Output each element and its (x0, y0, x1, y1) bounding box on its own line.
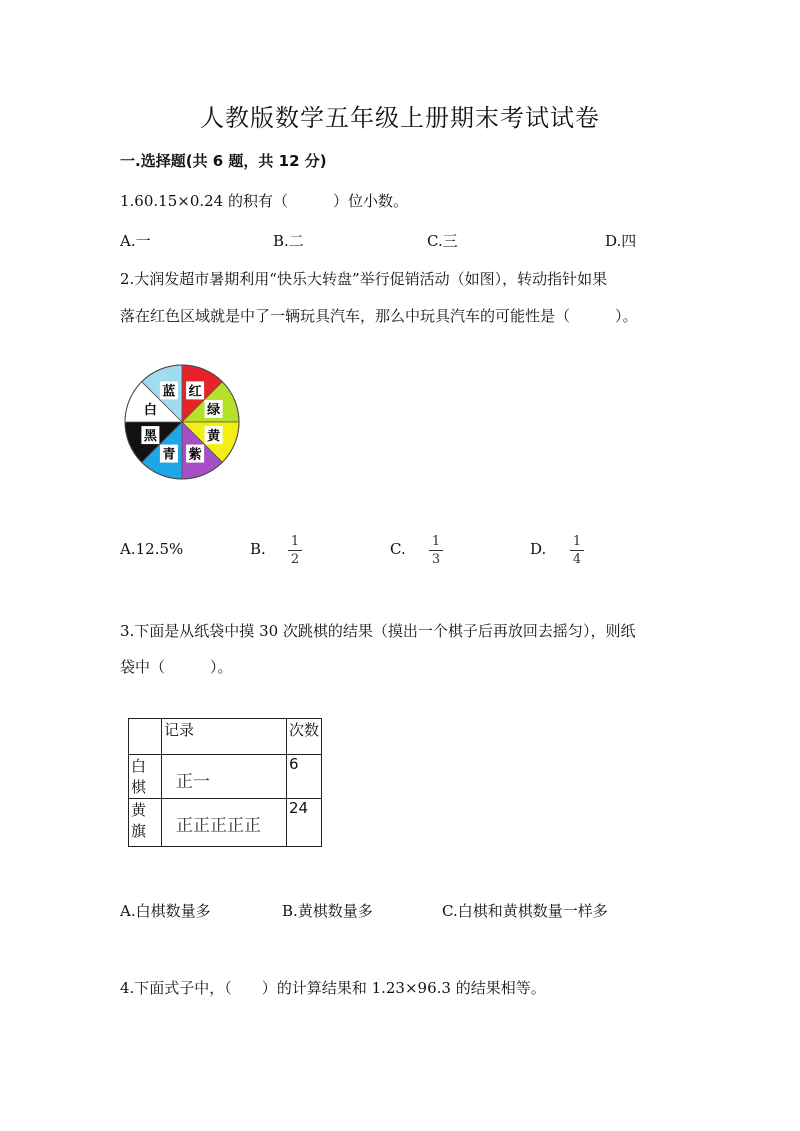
fraction-denominator: 4 (572, 552, 582, 567)
row-tally-cell (162, 799, 287, 847)
wheel-label: 蓝 (162, 384, 176, 400)
fraction-numerator: 1 (290, 534, 300, 549)
fraction-denominator: 3 (431, 552, 441, 567)
row-tally: 正正正正正 (176, 816, 261, 836)
q2-fraction-c (429, 534, 443, 567)
section-heading: 一.选择题(共 6 题，共 12 分) (120, 152, 327, 170)
fraction-numerator: 1 (431, 534, 441, 549)
question-2-line-1: 2.大润发超市暑期利用“快乐大转盘”举行促销活动（如图），转动指针如果 (120, 270, 608, 288)
q2-option-d: D. (530, 540, 547, 558)
q2-option-b: B. (250, 540, 266, 558)
q2-option-a: A.12.5% (120, 540, 184, 558)
question-4: 4.下面式子中，（ ）的计算结果和 1.23×96.3 的结果相等。 (120, 979, 546, 997)
page-title: 人教版数学五年级上册期末考试试卷 (200, 104, 600, 132)
table-header-row (129, 719, 322, 755)
question-2-line-2: 落在红色区域就是中了一辆玩具汽车，那么中玩具汽车的可能性是（ ）。 (120, 307, 638, 325)
question-1: 1.60.15×0.24 的积有（ ）位小数。 (120, 192, 408, 210)
q1-option-c: C.三 (427, 232, 458, 250)
q3-option-c: C.白棋和黄棋数量一样多 (442, 902, 608, 920)
row-name: 黄旗 (129, 799, 162, 847)
q2-option-c: C. (390, 540, 406, 558)
question-3-line-2: 袋中（ ）。 (120, 658, 233, 676)
q1-option-b: B.二 (273, 232, 304, 250)
table-row (129, 755, 322, 799)
wheel-label: 紫 (188, 447, 202, 463)
fraction-numerator: 1 (572, 534, 582, 549)
q1-option-a: A.一 (120, 232, 151, 250)
row-count: 6 (287, 755, 322, 799)
q3-option-b: B.黄棋数量多 (282, 902, 373, 920)
wheel-label: 白 (143, 402, 157, 418)
question-3-line-1: 3.下面是从纸袋中摸 30 次跳棋的结果（摸出一个棋子后再放回去摇匀），则纸 (120, 622, 636, 640)
row-tally-cell (162, 755, 287, 799)
row-tally: 正一 (176, 772, 210, 792)
tally-table (128, 718, 322, 847)
q2-fraction-b (288, 534, 302, 567)
q2-fraction-d (570, 534, 584, 567)
q1-option-d: D.四 (605, 232, 637, 250)
header-count: 次数 (287, 719, 322, 755)
wheel-label: 黄 (207, 429, 221, 445)
wheel-label: 绿 (207, 402, 221, 418)
fraction-denominator: 2 (290, 552, 300, 567)
wheel-label: 红 (188, 384, 202, 400)
header-record: 记录 (162, 719, 287, 755)
prize-wheel (122, 362, 242, 482)
table-corner-cell (129, 719, 162, 755)
wheel-label: 青 (162, 447, 176, 463)
row-name: 白棋 (129, 755, 162, 799)
table-row (129, 799, 322, 847)
q3-option-a: A.白棋数量多 (120, 902, 211, 920)
wheel-label: 黑 (143, 429, 157, 445)
row-count: 24 (287, 799, 322, 847)
